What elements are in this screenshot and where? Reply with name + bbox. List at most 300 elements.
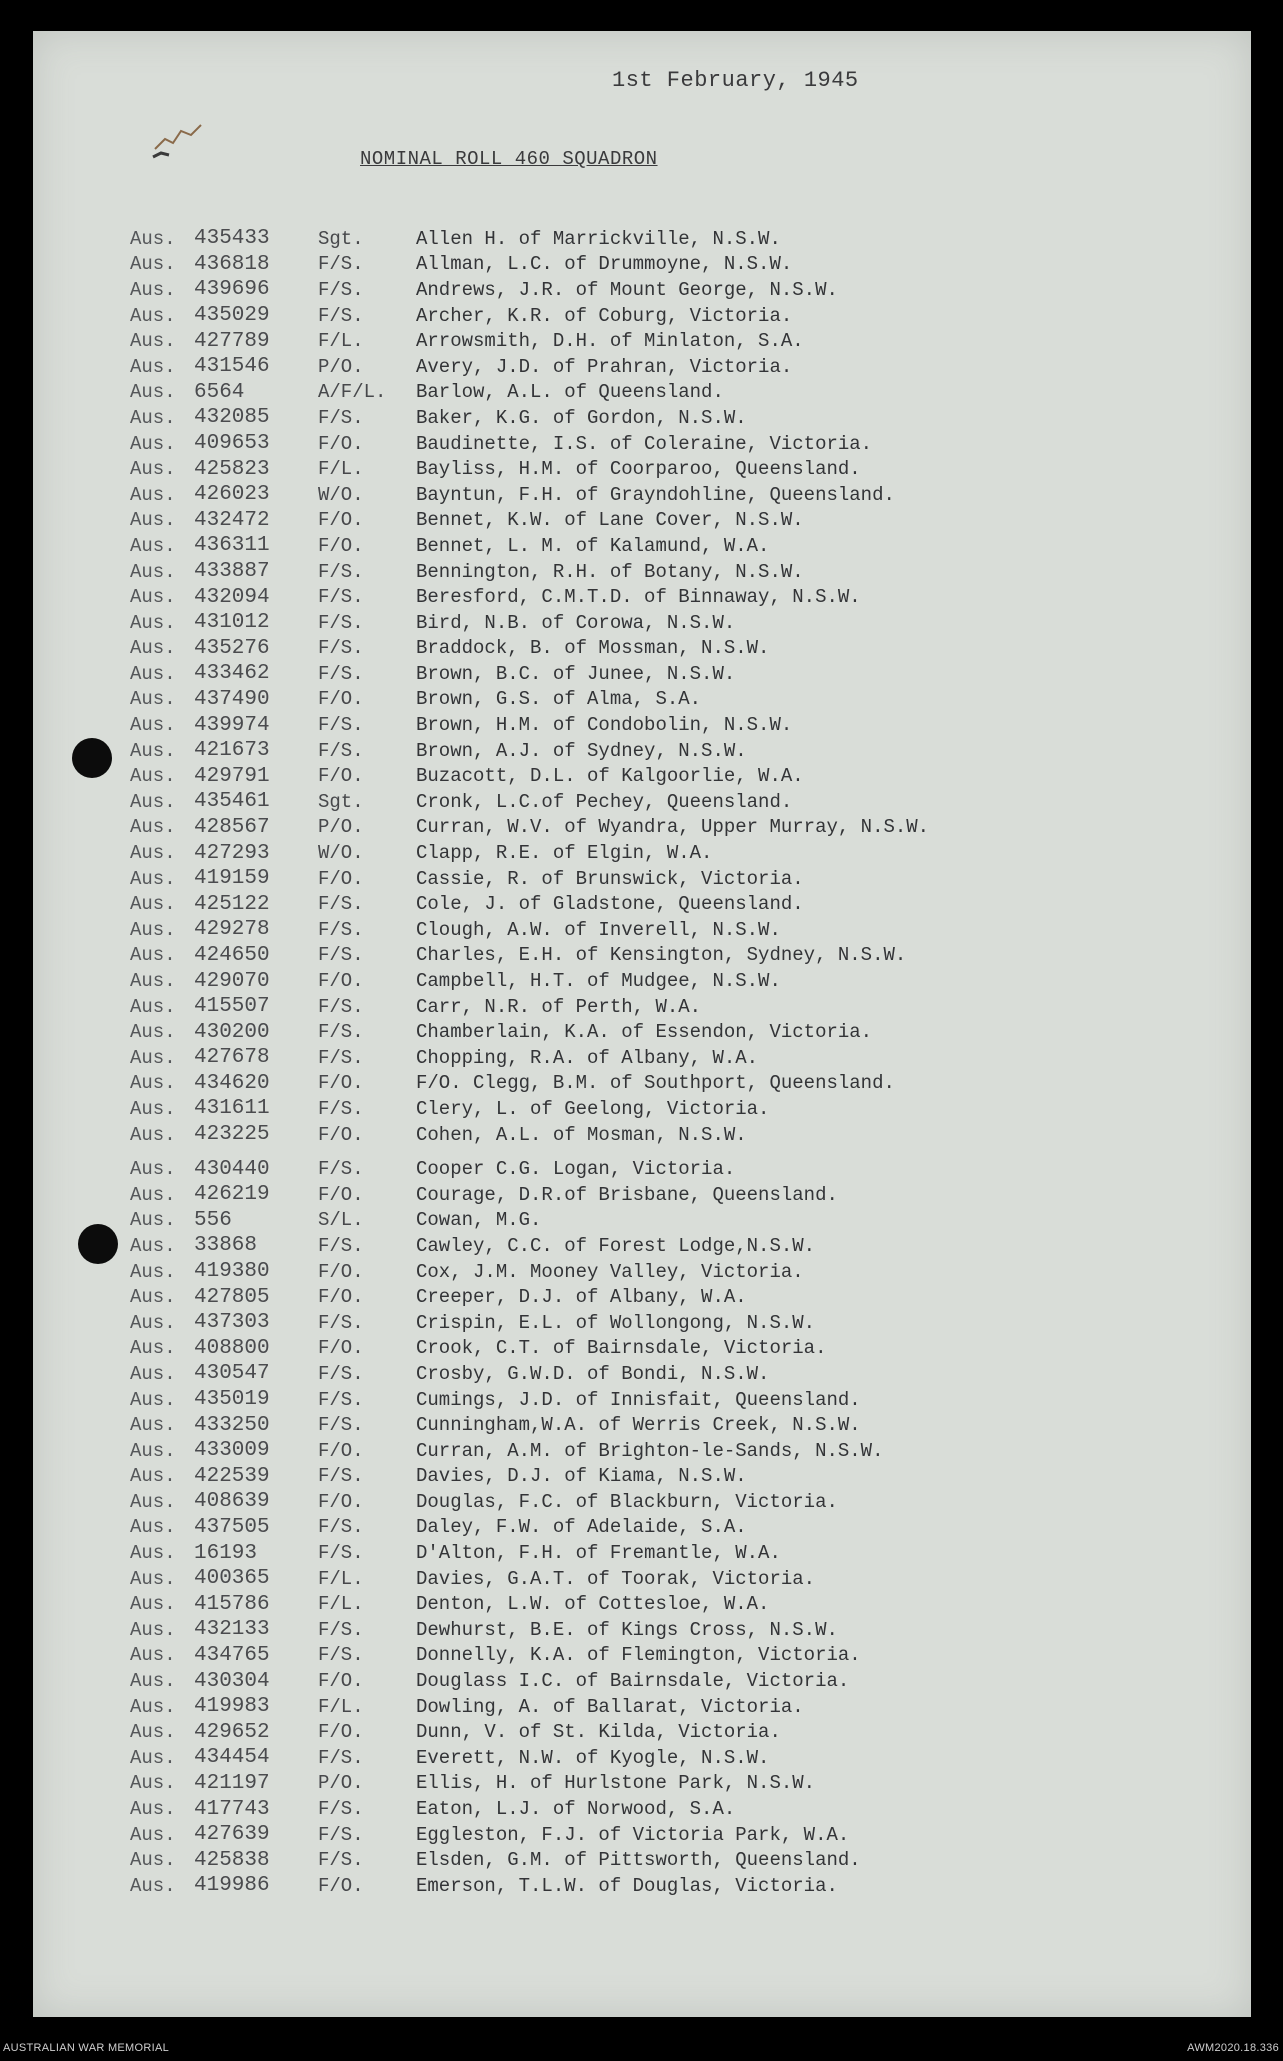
service-prefix: Aus. xyxy=(130,1874,176,1897)
rank: F/S. xyxy=(318,1362,364,1385)
name-and-hometown: Ellis, H. of Hurlstone Park, N.S.W. xyxy=(416,1772,816,1795)
rank: F/O. xyxy=(318,1670,364,1693)
name-and-hometown: Buzacott, D.L. of Kalgoorlie, W.A. xyxy=(416,765,804,788)
rank: F/S. xyxy=(318,739,364,762)
service-number: 419983 xyxy=(194,1695,270,1719)
name-and-hometown: Eggleston, F.J. of Victoria Park, W.A. xyxy=(416,1823,850,1846)
service-prefix: Aus. xyxy=(130,355,176,378)
nominal-roll-list xyxy=(130,226,1130,1899)
name-and-hometown: Braddock, B. of Mossman, N.S.W. xyxy=(416,637,770,660)
service-prefix: Aus. xyxy=(130,1439,176,1462)
name-and-hometown: Chopping, R.A. of Albany, W.A. xyxy=(416,1046,759,1069)
rank: F/S. xyxy=(318,1618,364,1641)
roll-entry xyxy=(130,380,1130,406)
service-prefix: Aus. xyxy=(130,406,176,429)
service-number: 419159 xyxy=(194,867,270,891)
service-number: 432133 xyxy=(194,1618,270,1642)
rank: F/O. xyxy=(318,970,364,993)
rank: F/O. xyxy=(318,1439,364,1462)
service-number: 432085 xyxy=(194,406,270,430)
rank: P/O. xyxy=(318,355,364,378)
service-prefix: Aus. xyxy=(130,1798,176,1821)
rank: F/S. xyxy=(318,1311,364,1334)
roll-entry xyxy=(130,1745,1130,1771)
name-and-hometown: Crispin, E.L. of Wollongong, N.S.W. xyxy=(416,1311,816,1334)
roll-entry xyxy=(130,1822,1130,1848)
roll-entry xyxy=(130,328,1130,354)
service-prefix: Aus. xyxy=(130,1021,176,1044)
service-prefix: Aus. xyxy=(130,1465,176,1488)
roll-entry xyxy=(130,1071,1130,1097)
service-number: 424650 xyxy=(194,943,270,967)
service-prefix: Aus. xyxy=(130,816,176,839)
rank: F/S. xyxy=(318,637,364,660)
service-prefix: Aus. xyxy=(130,509,176,532)
service-prefix: Aus. xyxy=(130,432,176,455)
service-number: 423225 xyxy=(194,1123,270,1147)
roll-entry xyxy=(130,763,1130,789)
service-prefix: Aus. xyxy=(130,1234,176,1257)
roll-entry xyxy=(130,994,1130,1020)
service-prefix: Aus. xyxy=(130,1337,176,1360)
name-and-hometown: Andrews, J.R. of Mount George, N.S.W. xyxy=(416,278,838,301)
roll-entry xyxy=(130,354,1130,380)
service-number: 425122 xyxy=(194,892,270,916)
name-and-hometown: Chamberlain, K.A. of Essendon, Victoria. xyxy=(416,1021,873,1044)
rank: W/O. xyxy=(318,842,364,865)
name-and-hometown: Clough, A.W. of Inverell, N.S.W. xyxy=(416,918,781,941)
name-and-hometown: Cox, J.M. Mooney Valley, Victoria. xyxy=(416,1260,804,1283)
roll-entry xyxy=(130,815,1130,841)
service-number: 419986 xyxy=(194,1874,270,1898)
service-number: 427678 xyxy=(194,1046,270,1070)
rank: F/S. xyxy=(318,1097,364,1120)
service-prefix: Aus. xyxy=(130,918,176,941)
roll-entry xyxy=(130,1259,1130,1285)
service-number: 433009 xyxy=(194,1439,270,1463)
service-prefix: Aus. xyxy=(130,842,176,865)
name-and-hometown: Clery, L. of Geelong, Victoria. xyxy=(416,1097,770,1120)
service-number: 427293 xyxy=(194,841,270,865)
service-number: 426023 xyxy=(194,483,270,507)
name-and-hometown: Donnelly, K.A. of Flemington, Victoria. xyxy=(416,1644,861,1667)
service-prefix: Aus. xyxy=(130,1772,176,1795)
service-prefix: Aus. xyxy=(130,1046,176,1069)
service-number: 439696 xyxy=(194,278,270,302)
rank: F/O. xyxy=(318,534,364,557)
rank: F/S. xyxy=(318,1798,364,1821)
name-and-hometown: Eaton, L.J. of Norwood, S.A. xyxy=(416,1798,736,1821)
rank: F/O. xyxy=(318,1337,364,1360)
name-and-hometown: Brown, A.J. of Sydney, N.S.W. xyxy=(416,739,747,762)
rank: F/S. xyxy=(318,1388,364,1411)
roll-entry xyxy=(130,1310,1130,1336)
rank: F/L. xyxy=(318,1695,364,1718)
service-number: 6564 xyxy=(194,380,245,404)
name-and-hometown: Davies, G.A.T. of Toorak, Victoria. xyxy=(416,1567,816,1590)
name-and-hometown: Avery, J.D. of Prahran, Victoria. xyxy=(416,355,793,378)
roll-entry xyxy=(130,661,1130,687)
roll-entry xyxy=(130,1540,1130,1566)
roll-entry xyxy=(130,1566,1130,1592)
rank: F/S. xyxy=(318,1158,364,1181)
service-number: 556 xyxy=(194,1208,232,1232)
service-prefix: Aus. xyxy=(130,970,176,993)
name-and-hometown: Bird, N.B. of Corowa, N.S.W. xyxy=(416,611,736,634)
name-and-hometown: Cole, J. of Gladstone, Queensland. xyxy=(416,893,804,916)
rank: F/S. xyxy=(318,1414,364,1437)
service-number: 419380 xyxy=(194,1260,270,1284)
service-prefix: Aus. xyxy=(130,1414,176,1437)
document-date: 1st February, 1945 xyxy=(612,68,859,93)
service-prefix: Aus. xyxy=(130,1072,176,1095)
service-prefix: Aus. xyxy=(130,714,176,737)
rank: S/L. xyxy=(318,1209,364,1232)
roll-entry xyxy=(130,1387,1130,1413)
roll-entry xyxy=(130,559,1130,585)
roll-entry xyxy=(130,1045,1130,1071)
rank: F/S. xyxy=(318,1746,364,1769)
rank: F/S. xyxy=(318,560,364,583)
footer-institution: AUSTRALIAN WAR MEMORIAL xyxy=(3,2042,170,2054)
rank: F/S. xyxy=(318,253,364,276)
service-prefix: Aus. xyxy=(130,1158,176,1181)
service-prefix: Aus. xyxy=(130,253,176,276)
name-and-hometown: Denton, L.W. of Cottesloe, W.A. xyxy=(416,1593,770,1616)
service-prefix: Aus. xyxy=(130,1260,176,1283)
name-and-hometown: Elsden, G.M. of Pittsworth, Queensland. xyxy=(416,1849,861,1872)
service-number: 433462 xyxy=(194,662,270,686)
service-prefix: Aus. xyxy=(130,1542,176,1565)
rank: F/S. xyxy=(318,1542,364,1565)
service-number: 409653 xyxy=(194,432,270,456)
service-number: 417743 xyxy=(194,1797,270,1821)
name-and-hometown: Emerson, T.L.W. of Douglas, Victoria. xyxy=(416,1874,838,1897)
service-number: 439974 xyxy=(194,713,270,737)
rank: F/S. xyxy=(318,1516,364,1539)
name-and-hometown: Dunn, V. of St. Kilda, Victoria. xyxy=(416,1721,781,1744)
name-and-hometown: Allen H. of Marrickville, N.S.W. xyxy=(416,227,781,250)
roll-entry xyxy=(130,1617,1130,1643)
name-and-hometown: Brown, H.M. of Condobolin, N.S.W. xyxy=(416,714,793,737)
name-and-hometown: Everett, N.W. of Kyogle, N.S.W. xyxy=(416,1746,770,1769)
roll-entry xyxy=(130,1122,1130,1148)
service-number: 433250 xyxy=(194,1413,270,1437)
name-and-hometown: Curran, A.M. of Brighton-le-Sands, N.S.W. xyxy=(416,1439,884,1462)
service-number: 425823 xyxy=(194,457,270,481)
roll-entry xyxy=(130,1694,1130,1720)
name-and-hometown: F/O. Clegg, B.M. of Southport, Queensland. xyxy=(416,1072,895,1095)
service-number: 435019 xyxy=(194,1388,270,1412)
roll-entry xyxy=(130,1464,1130,1490)
roll-entry xyxy=(130,508,1130,534)
service-prefix: Aus. xyxy=(130,1516,176,1539)
rank: F/O. xyxy=(318,1072,364,1095)
name-and-hometown: Cronk, L.C.of Pechey, Queensland. xyxy=(416,790,793,813)
rank: F/S. xyxy=(318,1234,364,1257)
service-prefix: Aus. xyxy=(130,458,176,481)
roll-entry xyxy=(130,1019,1130,1045)
service-number: 436311 xyxy=(194,534,270,558)
name-and-hometown: Courage, D.R.of Brisbane, Queensland. xyxy=(416,1183,838,1206)
rank: F/S. xyxy=(318,611,364,634)
service-prefix: Aus. xyxy=(130,304,176,327)
service-prefix: Aus. xyxy=(130,1097,176,1120)
name-and-hometown: Carr, N.R. of Perth, W.A. xyxy=(416,995,702,1018)
rank: F/S. xyxy=(318,893,364,916)
service-number: 16193 xyxy=(194,1541,258,1565)
roll-entry xyxy=(130,533,1130,559)
roll-entry xyxy=(130,738,1130,764)
name-and-hometown: Charles, E.H. of Kensington, Sydney, N.S.W. xyxy=(416,944,907,967)
rank: F/S. xyxy=(318,1644,364,1667)
service-number: 430200 xyxy=(194,1020,270,1044)
rank: F/O. xyxy=(318,765,364,788)
name-and-hometown: Davies, D.J. of Kiama, N.S.W. xyxy=(416,1465,747,1488)
service-prefix: Aus. xyxy=(130,1746,176,1769)
service-number: 421197 xyxy=(194,1771,270,1795)
service-prefix: Aus. xyxy=(130,893,176,916)
service-number: 435276 xyxy=(194,636,270,660)
name-and-hometown: Douglas, F.C. of Blackburn, Victoria. xyxy=(416,1490,838,1513)
rank: F/S. xyxy=(318,995,364,1018)
service-prefix: Aus. xyxy=(130,1388,176,1411)
service-prefix: Aus. xyxy=(130,1618,176,1641)
service-number: 408639 xyxy=(194,1490,270,1514)
rank: F/O. xyxy=(318,688,364,711)
roll-entry xyxy=(130,1771,1130,1797)
service-number: 434765 xyxy=(194,1643,270,1667)
roll-entry xyxy=(130,1489,1130,1515)
service-number: 431611 xyxy=(194,1097,270,1121)
service-prefix: Aus. xyxy=(130,1849,176,1872)
name-and-hometown: Bayntun, F.H. of Grayndohline, Queensland. xyxy=(416,483,895,506)
roll-entry xyxy=(130,482,1130,508)
rank: F/O. xyxy=(318,1260,364,1283)
name-and-hometown: Douglass I.C. of Bairnsdale, Victoria. xyxy=(416,1670,850,1693)
rank: F/O. xyxy=(318,1183,364,1206)
service-number: 429278 xyxy=(194,918,270,942)
roll-entry xyxy=(130,891,1130,917)
roll-entry xyxy=(130,1796,1130,1822)
rank: F/S. xyxy=(318,278,364,301)
service-number: 437303 xyxy=(194,1311,270,1335)
service-number: 427805 xyxy=(194,1285,270,1309)
document-title: NOMINAL ROLL 460 SQUADRON xyxy=(360,148,658,170)
roll-entry xyxy=(130,1591,1130,1617)
service-prefix: Aus. xyxy=(130,330,176,353)
rank: F/O. xyxy=(318,432,364,455)
service-number: 430440 xyxy=(194,1157,270,1181)
rank: F/O. xyxy=(318,1123,364,1146)
service-prefix: Aus. xyxy=(130,1123,176,1146)
name-and-hometown: Crosby, G.W.D. of Bondi, N.S.W. xyxy=(416,1362,770,1385)
service-prefix: Aus. xyxy=(130,611,176,634)
service-number: 421673 xyxy=(194,739,270,763)
rank: F/S. xyxy=(318,304,364,327)
roll-entry xyxy=(130,917,1130,943)
rank: A/F/L. xyxy=(318,381,387,404)
service-number: 432472 xyxy=(194,508,270,532)
service-number: 433887 xyxy=(194,560,270,584)
service-prefix: Aus. xyxy=(130,1209,176,1232)
name-and-hometown: Baker, K.G. of Gordon, N.S.W. xyxy=(416,406,747,429)
rank: P/O. xyxy=(318,816,364,839)
service-prefix: Aus. xyxy=(130,995,176,1018)
service-prefix: Aus. xyxy=(130,483,176,506)
name-and-hometown: Crook, C.T. of Bairnsdale, Victoria. xyxy=(416,1337,827,1360)
rank: F/O. xyxy=(318,1874,364,1897)
rank: F/L. xyxy=(318,330,364,353)
roll-entry xyxy=(130,1668,1130,1694)
name-and-hometown: Cassie, R. of Brunswick, Victoria. xyxy=(416,867,804,890)
service-number: 435433 xyxy=(194,227,270,251)
service-number: 430547 xyxy=(194,1362,270,1386)
rank: P/O. xyxy=(318,1772,364,1795)
service-prefix: Aus. xyxy=(130,637,176,660)
service-number: 422539 xyxy=(194,1464,270,1488)
service-number: 434454 xyxy=(194,1746,270,1770)
name-and-hometown: Archer, K.R. of Coburg, Victoria. xyxy=(416,304,793,327)
rank: F/S. xyxy=(318,714,364,737)
service-prefix: Aus. xyxy=(130,227,176,250)
service-prefix: Aus. xyxy=(130,867,176,890)
service-number: 426219 xyxy=(194,1183,270,1207)
name-and-hometown: Cooper C.G. Logan, Victoria. xyxy=(416,1158,736,1181)
roll-entry xyxy=(130,1847,1130,1873)
name-and-hometown: Brown, B.C. of Junee, N.S.W. xyxy=(416,662,736,685)
service-prefix: Aus. xyxy=(130,1311,176,1334)
roll-entry xyxy=(130,431,1130,457)
roll-entry xyxy=(130,584,1130,610)
service-number: 437490 xyxy=(194,687,270,711)
name-and-hometown: Clapp, R.E. of Elgin, W.A. xyxy=(416,842,713,865)
service-prefix: Aus. xyxy=(130,560,176,583)
service-number: 436818 xyxy=(194,252,270,276)
service-prefix: Aus. xyxy=(130,278,176,301)
service-prefix: Aus. xyxy=(130,1823,176,1846)
punch-hole-lower xyxy=(78,1224,118,1264)
rank: F/O. xyxy=(318,867,364,890)
service-number: 408800 xyxy=(194,1336,270,1360)
service-prefix: Aus. xyxy=(130,1593,176,1616)
service-number: 415786 xyxy=(194,1592,270,1616)
name-and-hometown: Dowling, A. of Ballarat, Victoria. xyxy=(416,1695,804,1718)
service-number: 429652 xyxy=(194,1720,270,1744)
service-number: 431546 xyxy=(194,355,270,379)
rank: F/O. xyxy=(318,1286,364,1309)
rank: F/S. xyxy=(318,586,364,609)
name-and-hometown: Dewhurst, B.E. of Kings Cross, N.S.W. xyxy=(416,1618,838,1641)
service-prefix: Aus. xyxy=(130,790,176,813)
name-and-hometown: Barlow, A.L. of Queensland. xyxy=(416,381,724,404)
roll-entry xyxy=(130,1156,1130,1182)
service-prefix: Aus. xyxy=(130,1362,176,1385)
roll-entry xyxy=(130,1643,1130,1669)
rank: F/S. xyxy=(318,944,364,967)
service-number: 434620 xyxy=(194,1071,270,1095)
service-number: 427789 xyxy=(194,329,270,353)
rank: F/S. xyxy=(318,662,364,685)
service-prefix: Aus. xyxy=(130,1490,176,1513)
service-prefix: Aus. xyxy=(130,1644,176,1667)
roll-entry xyxy=(130,1412,1130,1438)
service-number: 432094 xyxy=(194,585,270,609)
name-and-hometown: Beresford, C.M.T.D. of Binnaway, N.S.W. xyxy=(416,586,861,609)
name-and-hometown: D'Alton, F.H. of Fremantle, W.A. xyxy=(416,1542,781,1565)
name-and-hometown: Bennet, K.W. of Lane Cover, N.S.W. xyxy=(416,509,804,532)
rank: Sgt. xyxy=(318,790,364,813)
service-number: 430304 xyxy=(194,1669,270,1693)
roll-entry xyxy=(130,636,1130,662)
name-and-hometown: Cowan, M.G. xyxy=(416,1209,542,1232)
rank: F/O. xyxy=(318,1490,364,1513)
roll-entry xyxy=(130,968,1130,994)
service-number: 431012 xyxy=(194,611,270,635)
name-and-hometown: Daley, F.W. of Adelaide, S.A. xyxy=(416,1516,747,1539)
roll-entry xyxy=(130,866,1130,892)
roll-entry xyxy=(130,943,1130,969)
service-number: 437505 xyxy=(194,1515,270,1539)
service-number: 435461 xyxy=(194,790,270,814)
service-prefix: Aus. xyxy=(130,1695,176,1718)
rank: F/S. xyxy=(318,406,364,429)
roll-entry xyxy=(130,1361,1130,1387)
roll-entry xyxy=(130,1873,1130,1899)
service-number: 425838 xyxy=(194,1848,270,1872)
roll-entry xyxy=(130,1233,1130,1259)
roll-entry xyxy=(130,1182,1130,1208)
name-and-hometown: Arrowsmith, D.H. of Minlaton, S.A. xyxy=(416,330,804,353)
roll-entry xyxy=(130,1096,1130,1122)
rank: F/O. xyxy=(318,1721,364,1744)
name-and-hometown: Cunningham,W.A. of Werris Creek, N.S.W. xyxy=(416,1414,861,1437)
service-number: 415507 xyxy=(194,995,270,1019)
punch-hole-upper xyxy=(72,738,112,778)
service-number: 428567 xyxy=(194,815,270,839)
rank: Sgt. xyxy=(318,227,364,250)
service-prefix: Aus. xyxy=(130,1721,176,1744)
service-prefix: Aus. xyxy=(130,1183,176,1206)
roll-entry xyxy=(130,1719,1130,1745)
name-and-hometown: Cumings, J.D. of Innisfait, Queensland. xyxy=(416,1388,861,1411)
service-number: 427639 xyxy=(194,1823,270,1847)
rank: F/L. xyxy=(318,1593,364,1616)
service-prefix: Aus. xyxy=(130,1670,176,1693)
name-and-hometown: Bennet, L. M. of Kalamund, W.A. xyxy=(416,534,770,557)
service-prefix: Aus. xyxy=(130,688,176,711)
rank: W/O. xyxy=(318,483,364,506)
roll-entry xyxy=(130,687,1130,713)
paper-tear-mark xyxy=(151,119,205,163)
rank: F/O. xyxy=(318,509,364,532)
rank: F/S. xyxy=(318,1823,364,1846)
roll-entry xyxy=(130,1208,1130,1234)
service-number: 400365 xyxy=(194,1567,270,1591)
name-and-hometown: Bayliss, H.M. of Coorparoo, Queensland. xyxy=(416,458,861,481)
name-and-hometown: Brown, G.S. of Alma, S.A. xyxy=(416,688,702,711)
name-and-hometown: Cawley, C.C. of Forest Lodge,N.S.W. xyxy=(416,1234,816,1257)
roll-entry xyxy=(130,1284,1130,1310)
service-prefix: Aus. xyxy=(130,586,176,609)
service-number: 429791 xyxy=(194,764,270,788)
name-and-hometown: Cohen, A.L. of Mosman, N.S.W. xyxy=(416,1123,747,1146)
rank: F/S. xyxy=(318,918,364,941)
roll-entry xyxy=(130,840,1130,866)
roll-entry xyxy=(130,712,1130,738)
service-number: 435029 xyxy=(194,304,270,328)
roll-entry xyxy=(130,226,1130,252)
